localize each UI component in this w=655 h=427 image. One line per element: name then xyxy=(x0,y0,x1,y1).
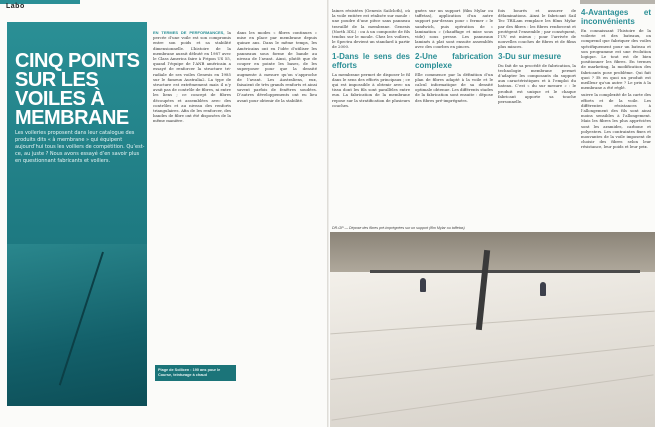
column-text: Elle commence par la définition d’un plan de fibres adapté à la voile et le calcul informatique de sa densité optimale obtenue. Les différents stades de la fabrication sont ensuite : dépose des fibres pré-imprégnées. xyxy=(415,71,493,103)
col-3-real xyxy=(332,8,410,223)
photo-worker xyxy=(540,282,546,296)
column-text: Du fait de sa procédé de fabrication, la technologie membrane permet d’adapter les composants du support aux caractéristiques et à l’emploi du bateau. C’est « du sur mesure » : le produit est unique et le chaque fabricant apporte sa touche personnelle. xyxy=(498,62,576,105)
column-text: suivre la complexité de la carte des efforts et de la voile. Les différentes résistances à l’allongement des fils sont ainsi moins sensibles à l’allongement. Mais les fibres les plus appréciées sont les aramides, carbone et polyesters. Les contraintes fixes et mouvantes de la voile imposent de choisir des fibres selon leur résistance, leur poids et leur prix. xyxy=(581,92,651,150)
photo-caption: DR-GP — Dépose des fibres pré-imprégnées sur un support (film Mylar ou taffetas) xyxy=(332,226,465,230)
subheading-3: 3-Du sur mesure xyxy=(498,51,562,61)
article-column-2 xyxy=(237,30,317,420)
color-bar-grey xyxy=(580,0,655,4)
col-4-real xyxy=(415,8,493,223)
column-kicker: EN TERMES DE PERFORMANCES, xyxy=(153,30,225,35)
page-title: CINQ POINTS SUR LES VOILES À MEMBRANE xyxy=(15,50,140,129)
column-text: gnées sur un support (film Mylar ou taffetas), application d’un autre support par-dessus pour « fermer » le sandwich, puis opération de « lamination » (chauffage et mise sous vide) sous presse. Les panneaux laminés à plat sont ensuite assemblés avec des courbes en pinces. xyxy=(415,8,493,50)
column-text: La membrane permet de disposer le fil dans le sens des efforts principaux ; ce qui est impossible à obtenir avec un tissu dont les fils sont parallèles entre eux. La fabrication de la membrane repose sur la stratification de plusieurs couches. xyxy=(332,71,410,108)
page-fold xyxy=(327,0,329,427)
article-column-1 xyxy=(153,30,231,355)
sail-loft-photo xyxy=(330,232,655,427)
col-6-real xyxy=(581,8,651,223)
column-text: dans les modes « fibres continues » mise en place par membrane depuis quinze ans. Dans le même temps, les Américains ont eu l’idée d’utiliser les panneaux sous forme de bande au niveau de l’avant. Ainsi, plutôt que de couper en pointe les bases, de les superposer pour que la densité augmente à mesure qu’on s’approche de l’avant. Les Australiens, eux, faisaient de très grands renforts et ainsi savent parfois de fenêtres soudées. D’autres développements ont eu lieu avant pour obtenir de la stabilité. xyxy=(237,30,317,103)
column-text: En connaissant l’histoire de la voilerie et des bateaux, on comprend que fabriquer des voiles spécifiquement pour un bateau et son programme est une évolution logique. Le tout est de bien positionner les fibres. En termes de marketing, la modification des fabricants pose problème. Qui fait quoi ? Et en quoi un produit est meilleur qu’un autre ? Le prix à la membrane a été réglé. xyxy=(581,28,651,91)
lead-paragraph: Les voileries proposent dans leur catalogue des produits dits « à membrane » qui équipent aujourd’hui tous les voiliers de compétition. Qu’est-ce, au juste ? Nous avons essayé d’en savoir plus en questionnant fabricants et voiliers. xyxy=(15,130,145,164)
subheading-4: 4-Avantages et inconvénients xyxy=(581,8,651,26)
column-text: fois bourés et assurer de délaminations. Ainsi le fabricant Sail Tec TRILam remplace les films Mylar par des fibres : les fibres renforcent et protègent l’ensemble ; par conséquent, l’UV est mieux ; pour l’arrivée de nouvelles couches de fibres et de films plus minces. xyxy=(498,8,576,50)
photo-gantry-beam xyxy=(370,270,640,273)
subheading-1: 1-Dans le sens des efforts xyxy=(332,51,410,70)
hero-caption: Plage de Sollicen : 190 ans pour le Course, teinturage à chaud xyxy=(155,365,236,381)
subheading-2: 2-Une fabrication complexe xyxy=(415,51,493,70)
photo-worker xyxy=(420,278,426,292)
column-text: laines résistées (Genesis Sailcloth), où la voile entière est réalisée sur moule : une poudre d’une pièce sans panneau travaillé de la membrane. Genesis (North 3DL) : ou à un composite de fils tendus sur le moule. Chez les voiliers, le Spectra devient un standard à partir de 2000. xyxy=(332,8,410,50)
section-rubric: Labo xyxy=(6,3,25,10)
col-5-real xyxy=(498,8,576,223)
hero-image xyxy=(7,22,147,406)
column-text: la percée d’une voile est son compromis entre son poids et sa stabilité dimensionnelle. L’histoire de la membrane aurait débuté en 1987 avec le Class America faire à Fripon US 55, quand l’équipe de l’ANB américain a essayé de renforcer la structure tri-radiale de ses voiles Genesis en 1985 sur le fameux Australia2. La type de structure est extrêmement mais il n’y avait pas de contrôle de fibres, ni entre les liens ; ce concept de fibres découpées et assemblées avec des contrôles et au niveau des renforts triangulaires. Afin de les renforcer, des bandes de fibre ont été disposées de la même manière. xyxy=(153,30,231,124)
